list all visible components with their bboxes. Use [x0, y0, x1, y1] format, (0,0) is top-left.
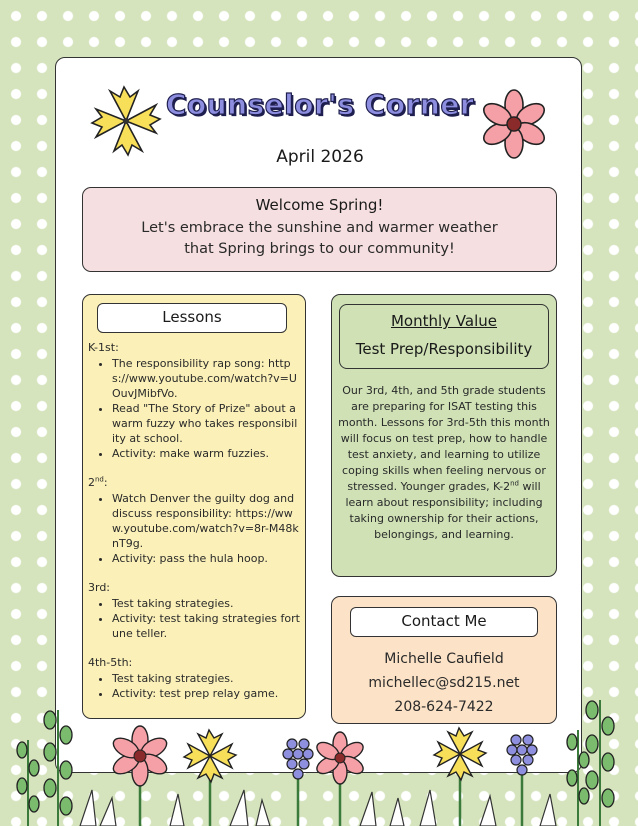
welcome-box [82, 187, 557, 272]
grade-2nd-block [88, 475, 300, 566]
lessons-box [82, 294, 306, 719]
lesson-item: • Activity: pass the hula hoop. [112, 551, 300, 566]
monthly-value-subtitle: Test Prep/Responsibility [355, 340, 533, 358]
lesson-item: • Read "The Story of Prize" about a warm fuzzy who takes responsibility at school. [112, 401, 300, 446]
newsletter-date: April 2026 [276, 147, 364, 167]
pink-flower-icon [478, 88, 550, 160]
lesson-item: • Test taking strategies. [112, 596, 300, 611]
pink-flower-icon [110, 726, 170, 826]
contact-name: Michelle Caufield [384, 651, 504, 667]
grade-label: 4th-5th: [88, 656, 133, 669]
grade-label: 3rd: [88, 581, 111, 594]
grade-label: 2nd: [88, 475, 108, 489]
newsletter-title: Counselor's Corner [165, 88, 475, 121]
contact-title: Contact Me [350, 607, 538, 637]
lesson-item: • Activity: test prep relay game. [112, 686, 300, 701]
lesson-item: • The responsibility rap song: https://www.youtube.com/watch?v=UOuvJMibfVo. [112, 356, 300, 401]
grade-3rd-block [88, 580, 300, 641]
welcome-text: Let's embrace the sunshine and warmer weather that Spring brings to our community! [141, 220, 498, 257]
contact-phone[interactable]: 208-624-7422 [394, 699, 494, 715]
grade-label: K-1st: [88, 341, 119, 354]
blue-flower-icon [283, 739, 313, 826]
monthly-value-text: Our 3rd, 4th, and 5th grade students are preparing for ISAT testing this month. Lessons for 3rd-5th this month will focus on test prep, how to handle test anxiety, and learning to utilize coping skills when feeling nervous or stressed. Younger grades, K-2nd will learn about responsibility; including taking ownership for their actions, belongings, and learning. [338, 384, 550, 541]
lesson-item: • Watch Denver the guilty dog and discuss responsibility: https://www.youtube.com/watch?v=8r-M48knT9g. [112, 491, 300, 551]
lessons-title: Lessons [97, 303, 287, 333]
vine-icon [17, 710, 72, 826]
garden-illustration [0, 690, 638, 826]
vine-icon [567, 700, 614, 826]
pink-flower-icon [314, 732, 366, 826]
lesson-item: • Activity: test taking strategies fortune teller. [112, 611, 300, 641]
blue-flower-icon [507, 735, 537, 826]
monthly-value-box [331, 294, 557, 577]
monthly-value-title: Monthly Value [390, 312, 498, 330]
welcome-title: Welcome Spring! [255, 196, 384, 214]
lessons-list [88, 340, 300, 715]
lesson-item: • Activity: make warm fuzzies. [112, 446, 300, 461]
yellow-flower-icon [434, 728, 486, 826]
yellow-flower-icon [184, 730, 236, 826]
grass [80, 790, 556, 826]
monthly-value-header [339, 304, 549, 369]
lesson-item: • Test taking strategies. [112, 671, 300, 686]
grade-k1-block [88, 340, 300, 461]
contact-email[interactable]: michellec@sd215.net [368, 675, 520, 691]
